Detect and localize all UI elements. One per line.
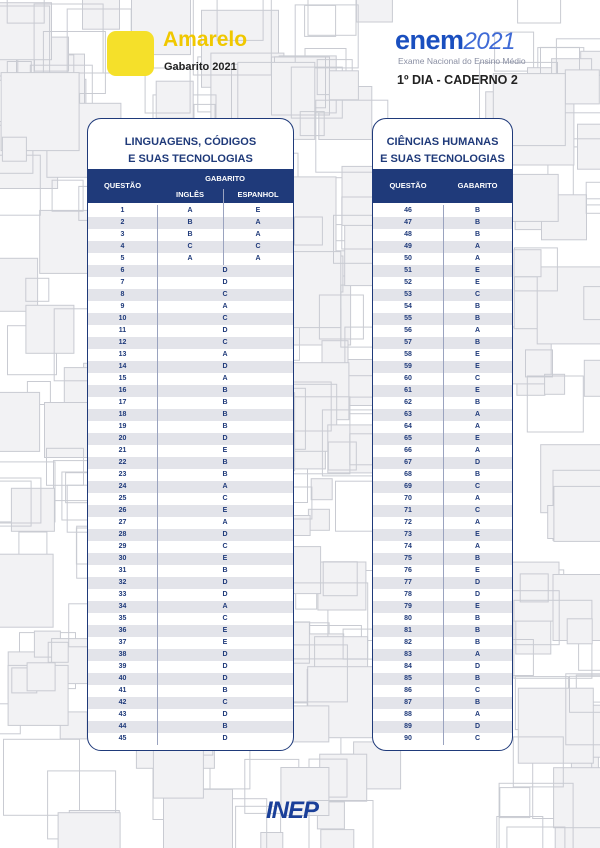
answer-letter: B [222,723,228,730]
answer-ingles: B [187,219,193,226]
question-number: 5 [120,255,125,262]
answer-letter: B [222,411,228,418]
background-square [578,124,600,169]
question-number: 19 [118,423,127,430]
question-number: 78 [404,591,412,598]
answer-letter: D [474,663,481,670]
panel-title-line2: E SUAS TECNOLOGIAS [380,153,505,165]
question-number: 9 [120,303,125,310]
answer-letter: A [222,351,228,358]
answer-letter: B [474,639,481,646]
background-square [554,486,600,541]
question-number: 62 [404,399,412,406]
answer-letter: E [475,603,480,610]
question-number: 17 [118,399,127,406]
answer-letter: A [474,543,481,550]
answer-letter: A [474,519,481,526]
question-number: 18 [118,411,127,418]
question-number: 25 [118,495,127,502]
answer-letter: B [474,555,481,562]
panel-title [373,134,512,168]
question-number: 60 [404,375,412,382]
background-square [318,562,366,610]
answer-letter: E [222,555,228,562]
background-square [26,305,74,353]
table-row [88,685,293,697]
answer-espanhol: A [255,231,261,238]
question-number: 56 [404,327,412,334]
answer-letter: D [222,531,228,538]
background-square [497,817,543,848]
answer-letter: D [222,591,228,598]
table-row [88,229,293,241]
question-number: 14 [118,363,127,370]
answer-letter: B [222,423,228,430]
question-number: 32 [118,579,127,586]
col-gabarito-header: GABARITO [205,174,245,183]
question-number: 27 [118,519,127,526]
answer-letter: B [222,687,228,694]
background-square [514,250,541,277]
table-row [88,529,293,541]
table-row [88,493,293,505]
table-row [88,217,293,229]
background-square [11,488,54,531]
inep-logo: INEP [266,797,319,824]
table-row [88,637,293,649]
answer-letter: D [222,279,228,286]
answer-letter: C [474,735,481,742]
answer-letter: C [222,495,228,502]
answer-letter: B [222,399,228,406]
answer-letter: E [475,567,480,574]
question-number: 3 [120,231,125,238]
question-number: 49 [404,243,412,250]
answer-letter: A [474,651,481,658]
background-square [565,70,599,104]
table-row [88,457,293,469]
table-row [88,721,293,733]
question-number: 59 [404,363,412,370]
answer-letter: A [474,411,481,418]
answer-letter: A [474,711,481,718]
question-number: 76 [404,567,412,574]
question-number: 29 [118,543,127,550]
question-number: 83 [404,651,412,658]
answer-letter: D [474,459,481,466]
answer-letter: D [222,651,228,658]
answer-letter: C [474,375,481,382]
answer-letter: B [474,207,481,214]
question-number: 50 [404,255,412,262]
background-square [554,768,600,828]
panel-title-line2: E SUAS TECNOLOGIAS [128,153,253,165]
question-number: 85 [404,675,412,682]
column-divider [443,205,444,745]
column-divider [157,205,158,745]
answer-letter: C [222,291,228,298]
table-row [88,325,293,337]
table-row [88,481,293,493]
question-number: 35 [118,615,127,622]
answer-letter: D [222,735,228,742]
background-square [586,182,600,213]
table-row [88,277,293,289]
question-number: 16 [118,387,127,394]
answer-letter: B [474,627,481,634]
question-number: 45 [118,735,127,742]
question-number: 13 [118,351,127,358]
table-row [88,553,293,565]
question-number: 43 [118,711,127,718]
background-square [261,833,283,848]
panel-title-line1: LINGUAGENS, CÓDIGOS [124,136,257,148]
table-row [88,505,293,517]
col-ingles-header: INGLÊS [176,190,204,199]
background-square [518,688,593,763]
ciencias-humanas-answer-panel [372,118,513,751]
question-number: 38 [118,651,127,658]
question-number: 30 [118,555,127,562]
question-number: 64 [404,423,412,430]
question-number: 67 [404,459,412,466]
enem-logo-word: enem [395,25,464,55]
question-number: 24 [118,483,127,490]
question-number: 80 [404,615,412,622]
question-number: 44 [118,723,127,730]
panel-title [88,134,293,168]
table-row [88,349,293,361]
background-square [0,258,38,311]
table-row [88,601,293,613]
background-square [511,174,558,221]
answer-espanhol: A [255,219,261,226]
enem-subtitle: Exame Nacional do Ensino Médio [398,56,526,66]
question-number: 28 [118,531,127,538]
answer-letter: B [474,231,481,238]
question-number: 31 [118,567,127,574]
question-number: 61 [404,387,412,394]
answer-letter: B [474,699,481,706]
answer-letter: E [475,387,480,394]
column-divider [223,189,224,265]
question-number: 51 [404,267,412,274]
table-row [88,445,293,457]
question-number: 63 [404,411,412,418]
answer-letter: B [474,471,481,478]
answer-letter: C [222,315,228,322]
table-row [88,709,293,721]
background-square [293,706,329,742]
question-number: 22 [118,459,127,466]
answer-letter: C [222,339,228,346]
answer-letter: E [475,531,480,538]
question-number: 6 [120,267,125,274]
table-row [88,673,293,685]
question-number: 52 [404,279,412,286]
enem-logo-year: 2021 [463,28,515,55]
question-number: 75 [404,555,412,562]
question-number: 12 [118,339,127,346]
answer-letter: B [222,387,228,394]
answer-letter: E [222,507,228,514]
background-square [0,392,40,451]
table-row [88,589,293,601]
answer-letter: D [222,675,228,682]
table-row [88,265,293,277]
table-row [88,241,293,253]
table-row [88,337,293,349]
question-number: 26 [118,507,127,514]
question-number: 33 [118,591,127,598]
question-number: 41 [118,687,127,694]
answer-ingles: A [187,255,193,262]
question-number: 15 [118,375,127,382]
question-number: 81 [404,627,412,634]
background-square [311,479,332,500]
question-number: 10 [118,315,127,322]
question-number: 69 [404,483,412,490]
answer-letter: D [222,363,228,370]
table-row [88,289,293,301]
background-square [153,748,203,798]
background-square [4,739,80,815]
question-number: 84 [404,663,412,670]
answer-letter: B [222,459,228,466]
question-number: 70 [404,495,412,502]
answer-letter: D [222,579,228,586]
question-number: 73 [404,531,412,538]
table-row [88,577,293,589]
panel-title-line1: CIÊNCIAS HUMANAS [386,136,499,148]
answer-letter: C [474,687,481,694]
col-espanhol-header: ESPANHOL [237,190,279,199]
day-caderno-label: 1º DIA - CADERNO 2 [397,73,518,87]
answer-letter: D [222,663,228,670]
background-square [567,619,592,644]
question-number: 47 [404,219,412,226]
col-questao-header: QUESTÃO [389,181,427,190]
question-number: 65 [404,435,412,442]
background-square [520,574,548,602]
question-number: 58 [404,351,412,358]
answer-letter: E [475,279,480,286]
question-number: 89 [404,723,412,730]
answer-letter: D [222,711,228,718]
background-square [27,663,55,691]
answer-letter: A [474,255,481,262]
table-row [88,409,293,421]
question-number: 39 [118,663,127,670]
question-number: 68 [404,471,412,478]
question-number: 57 [404,339,412,346]
table-header [373,169,512,203]
linguagens-answer-panel [87,118,294,751]
question-number: 71 [404,507,412,514]
answer-letter: A [222,483,228,490]
table-row [88,301,293,313]
answer-letter: A [474,495,481,502]
question-number: 4 [120,243,125,250]
question-number: 46 [404,207,412,214]
question-number: 23 [118,471,127,478]
question-number: 20 [118,435,127,442]
answer-letter: B [474,675,481,682]
background-square [2,137,26,161]
answer-letter: A [222,519,228,526]
question-number: 88 [404,711,412,718]
answer-letter: A [474,327,481,334]
question-number: 87 [404,699,412,706]
table-row [88,661,293,673]
background-square [305,5,336,36]
table-row [88,733,293,745]
table-row [88,253,293,265]
answer-letter: A [474,447,481,454]
background-square [584,360,600,396]
answer-letter: C [474,507,481,514]
answer-letter: B [222,567,228,574]
answer-letter: C [474,291,481,298]
answer-letter: B [474,219,481,226]
enem-logo [395,25,515,56]
answer-letter: E [222,447,228,454]
background-square [518,0,561,23]
answer-letter: D [474,579,481,586]
question-number: 42 [118,699,127,706]
answer-letter: E [475,351,480,358]
question-number: 34 [118,603,127,610]
question-number: 54 [404,303,412,310]
color-swatch [107,31,154,76]
table-row [88,469,293,481]
background-square [328,425,376,473]
answer-letter: D [222,327,228,334]
answer-letter: B [474,315,481,322]
question-number: 40 [118,675,127,682]
question-number: 48 [404,231,412,238]
background-square [356,0,392,22]
question-number: 79 [404,603,412,610]
gabarito-year: Gabarito 2021 [164,61,237,73]
table-row [88,421,293,433]
table-row [88,373,293,385]
background-square [584,287,600,320]
question-number: 7 [120,279,125,286]
table-row [88,517,293,529]
question-number: 90 [404,735,412,742]
col-questao-header: QUESTÃO [103,181,142,190]
background-square [321,830,354,848]
answer-letter: C [222,615,228,622]
answer-letter: B [474,339,481,346]
answer-letter: B [474,303,481,310]
answer-letter: D [474,723,481,730]
question-number: 74 [404,543,412,550]
answer-letter: D [222,267,228,274]
booklet-color-name: Amarelo [163,28,248,51]
answer-letter: E [222,639,228,646]
question-number: 86 [404,687,412,694]
question-number: 72 [404,519,412,526]
question-number: 21 [118,447,127,454]
answer-letter: B [474,615,481,622]
answer-letter: D [222,435,228,442]
background-square [58,813,120,848]
table-row [88,613,293,625]
table-header [88,169,293,203]
answer-letter: C [222,699,228,706]
question-number: 1 [120,207,125,214]
answer-espanhol: E [255,207,261,214]
answer-letter: E [475,267,480,274]
background-square [329,71,358,100]
answer-letter: A [222,375,228,382]
table-row [88,385,293,397]
table-row [88,697,293,709]
table-row [88,397,293,409]
answer-ingles: C [187,243,193,250]
question-number: 8 [120,291,125,298]
answer-espanhol: C [255,243,261,250]
question-number: 53 [404,291,412,298]
question-number: 37 [118,639,127,646]
answer-letter: A [222,303,228,310]
answer-ingles: A [187,207,193,214]
table-row [88,625,293,637]
answer-letter: A [474,243,481,250]
table-row [88,205,293,217]
question-number: 66 [404,447,412,454]
question-number: 36 [118,627,127,634]
background-square [500,788,530,818]
question-number: 2 [120,219,125,226]
answer-letter: D [474,591,481,598]
question-number: 77 [404,579,412,586]
table-row [88,361,293,373]
question-number: 11 [118,327,127,334]
table-row [88,565,293,577]
col-gabarito-header: GABARITO [457,181,498,190]
answer-letter: C [474,483,481,490]
answer-espanhol: A [255,255,261,262]
table-row [88,433,293,445]
answer-letter: E [222,627,228,634]
answer-letter: A [474,423,481,430]
answer-letter: A [222,603,228,610]
answer-letter: B [474,399,481,406]
table-row [88,313,293,325]
table-row [88,541,293,553]
answer-letter: E [475,435,480,442]
answer-letter: E [475,363,480,370]
question-number: 82 [404,639,412,646]
table-row [88,649,293,661]
question-number: 55 [404,315,412,322]
answer-ingles: B [187,231,193,238]
background-square [0,554,53,627]
answer-letter: C [222,543,228,550]
answer-letter: B [222,471,228,478]
